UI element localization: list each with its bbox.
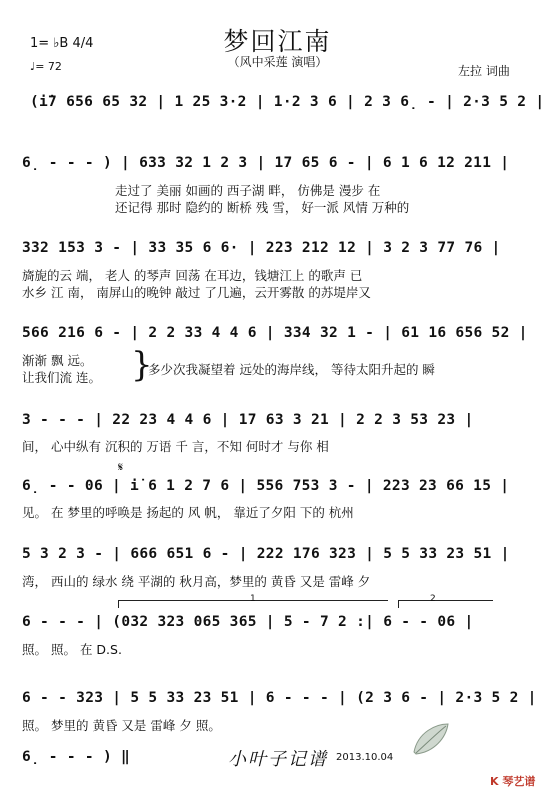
leaf-icon xyxy=(410,718,452,762)
score-row-9: 6 - - 323 | 5 5 33 23 51 | 6 - - - | (2 3 6 - | 2·3 5 2 | xyxy=(22,690,537,706)
score-row-6: 6̣ - - 06 | i̇ 6 1 2 7 6 | 556 753 3 - | 223 23 66 15 | xyxy=(22,478,510,494)
volta-1-left xyxy=(118,600,119,608)
lyric-row-7a: 湾， 西山的 绿水 绕 平湖的 秋月高，梦里的 黄昏 又是 雷峰 夕 xyxy=(22,574,371,589)
lyric-row-2a: 走过了 美丽 如画的 西子湖 畔， 仿佛是 漫步 在 xyxy=(115,183,381,198)
score-row-3: 332 153 3 - | 33 35 6 6· | 223 212 12 | 3 2 3 77 76 | xyxy=(22,240,501,256)
lyric-row-5a: 间， 心中纵有 沉积的 万语 千 言，不知 何时才 与你 相 xyxy=(22,439,329,454)
score-row-8: 6 - - - | (032 323 065 365 | 5 - 7 2 :| 6 - - 06 | xyxy=(22,614,474,630)
lyric-brace: } xyxy=(131,345,153,385)
lyric-row-3b: 水乡 江 南， 南屏山的晚钟 敲过 了几遍，云开雾散 的苏堤岸又 xyxy=(22,285,371,300)
transcriber-signature: 小叶子记谱 xyxy=(228,749,328,770)
lyric-row-8a: 照。 照。 在 D.S. xyxy=(22,642,122,657)
score-row-10: 6̣ - - - ) ‖ xyxy=(22,749,131,765)
score-row-5: 3 - - - | 22 23 4 4 6 | 17 63 3 21 | 2 2 3 53 23 | xyxy=(22,412,474,428)
song-title: 梦回江南 xyxy=(223,27,332,56)
transcription-date: 2013.10.04 xyxy=(336,752,394,763)
segno-sign: 𝄋 xyxy=(118,460,124,474)
score-row-1: (i̇7 656 65 32 | 1 25 3·2 | 1·2 3 6 | 2 3 6̣ - | 2·3 5 2 | xyxy=(30,94,545,110)
volta-2-number: 2 xyxy=(430,594,436,604)
score-row-4: 566 216 6 - | 2 2 33 4 4 6 | 334 32 1 - | 61 16 656 52 | xyxy=(22,325,528,341)
site-logo: K 琴艺谱 xyxy=(490,775,536,788)
lyric-row-4b: 让我们流 连。 xyxy=(22,370,101,385)
volta-2-left xyxy=(398,600,399,608)
lyric-row-2b: 还记得 那时 隐约的 断桥 残 雪， 好一派 风情 万种的 xyxy=(115,200,410,215)
score-row-7: 5 3 2 3 - | 666 651 6 - | 222 176 323 | 5 5 33 23 51 | xyxy=(22,546,510,562)
key-signature: 1= ♭B 4/4 xyxy=(30,36,94,51)
song-subtitle: （风中采莲 演唱） xyxy=(227,55,328,69)
lyric-row-4-right: 多少次我凝望着 远处的海岸线， 等待太阳升起的 瞬 xyxy=(148,362,435,377)
credit-line: 左拉 词曲 xyxy=(458,64,510,78)
score-row-2: 6̣ - - - ) | 633 32 1 2 3 | 17 65 6 - | 6 1 6 12 211 | xyxy=(22,155,510,171)
lyric-row-6a: 见。 在 梦里的呼唤是 扬起的 风 帆， 靠近了夕阳 下的 杭州 xyxy=(22,505,354,520)
lyric-row-9a: 照。 梦里的 黄昏 又是 雷峰 夕 照。 xyxy=(22,718,221,733)
lyric-row-4a: 渐渐 飘 远。 xyxy=(22,353,93,368)
volta-2-bracket xyxy=(398,600,493,601)
volta-1-number: 1 xyxy=(250,594,256,604)
lyric-row-3a: 旖旎的云 端， 老人 的琴声 回荡 在耳边，钱塘江上 的歌声 已 xyxy=(22,268,363,283)
tempo-mark: ♩= 72 xyxy=(30,60,62,73)
